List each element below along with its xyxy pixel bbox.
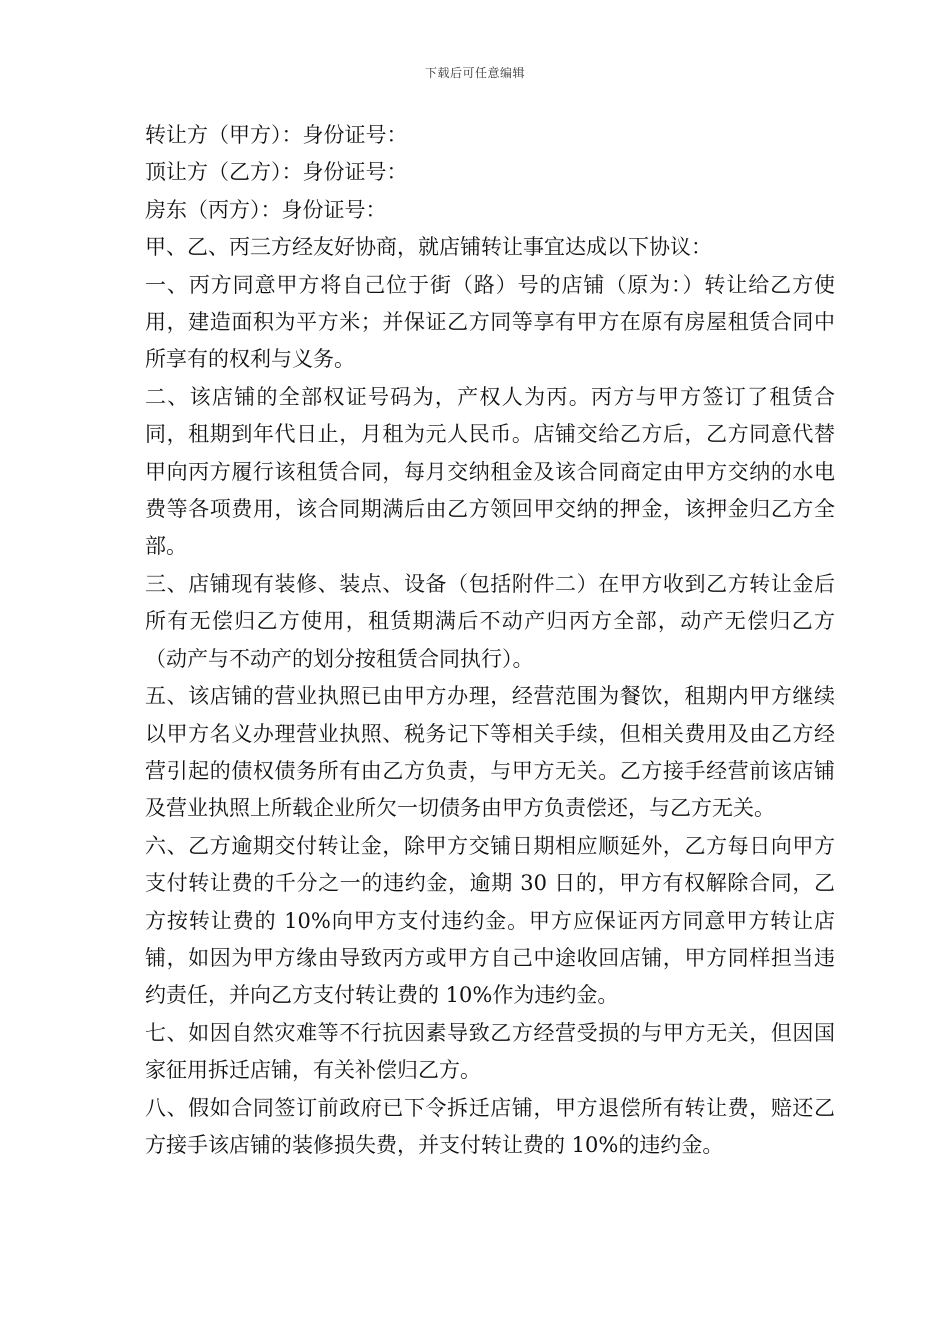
clause-2: 二、该店铺的全部权证号码为，产权人为丙。丙方与甲方签订了租赁合同，租期到年代日止，月租为元人民币。店铺交给乙方后，乙方同意代替甲向丙方履行该租赁合同，每月交纳租金及该合同商定由甲方交纳的水电费等各项费用，该合同期满后由乙方领回甲交纳的押金，该押金归乙方全部。 [145,384,835,559]
clause-3: 三、店铺现有装修、装点、设备（包括附件二）在甲方收到乙方转让金后所有无偿归乙方使用，租赁期满后不动产归丙方全部，动产无偿归乙方（动产与不动产的划分按租赁合同执行）。 [145,571,835,671]
transferee-line: 顶让方（乙方）：身份证号： [145,160,408,185]
transferor-line: 转让方（甲方）：身份证号： [145,123,408,147]
landlord-line: 房东（丙方）：身份证号： [145,197,387,222]
document-body [145,117,835,1164]
clause-8: 八、假如合同签订前政府已下令拆迁店铺，甲方退偿所有转让费，赔还乙方接手该店铺的装修损失费，并支付转让费的 10%的违约金。 [145,1095,835,1157]
clause-1: 一、丙方同意甲方将自己位于街（路）号的店铺（原为：）转让给乙方使用，建造面积为平方米；并保证乙方同等享有甲方在原有房屋租赁合同中所享有的权利与义务。 [145,272,835,372]
clause-7: 七、如因自然灾难等不行抗因素导致乙方经营受损的与甲方无关，但因国家征用拆迁店铺，有关补偿归乙方。 [145,1020,835,1083]
clause-6: 六、乙方逾期交付转让金，除甲方交铺日期相应顺延外，乙方每日向甲方支付转让费的千分之一的违约金，逾期 30 日的，甲方有权解除合同，乙方按转让费的 10%向甲方支付违约金。甲方应保证丙方同意甲方转让店铺，如因为甲方缘由导致丙方或甲方自己中途收回店铺，甲方同样担当违约责任，并向乙方支付转让费的 10%作为违约金。 [145,833,835,1008]
agreement-intro: 甲、乙、丙三方经友好协商，就店铺转让事宜达成以下协议： [145,235,712,260]
clause-5: 五、该店铺的营业执照已由甲方办理，经营范围为餐饮，租期内甲方继续以甲方名义办理营业执照、税务记下等相关手续，但相关费用及由乙方经营引起的债权债务所有由乙方负责，与甲方无关。乙方接手经营前该店铺及营业执照上所载企业所欠一切债务由甲方负责偿还，与乙方无关。 [145,684,835,821]
page-header: 下载后可任意编辑 [424,66,525,80]
